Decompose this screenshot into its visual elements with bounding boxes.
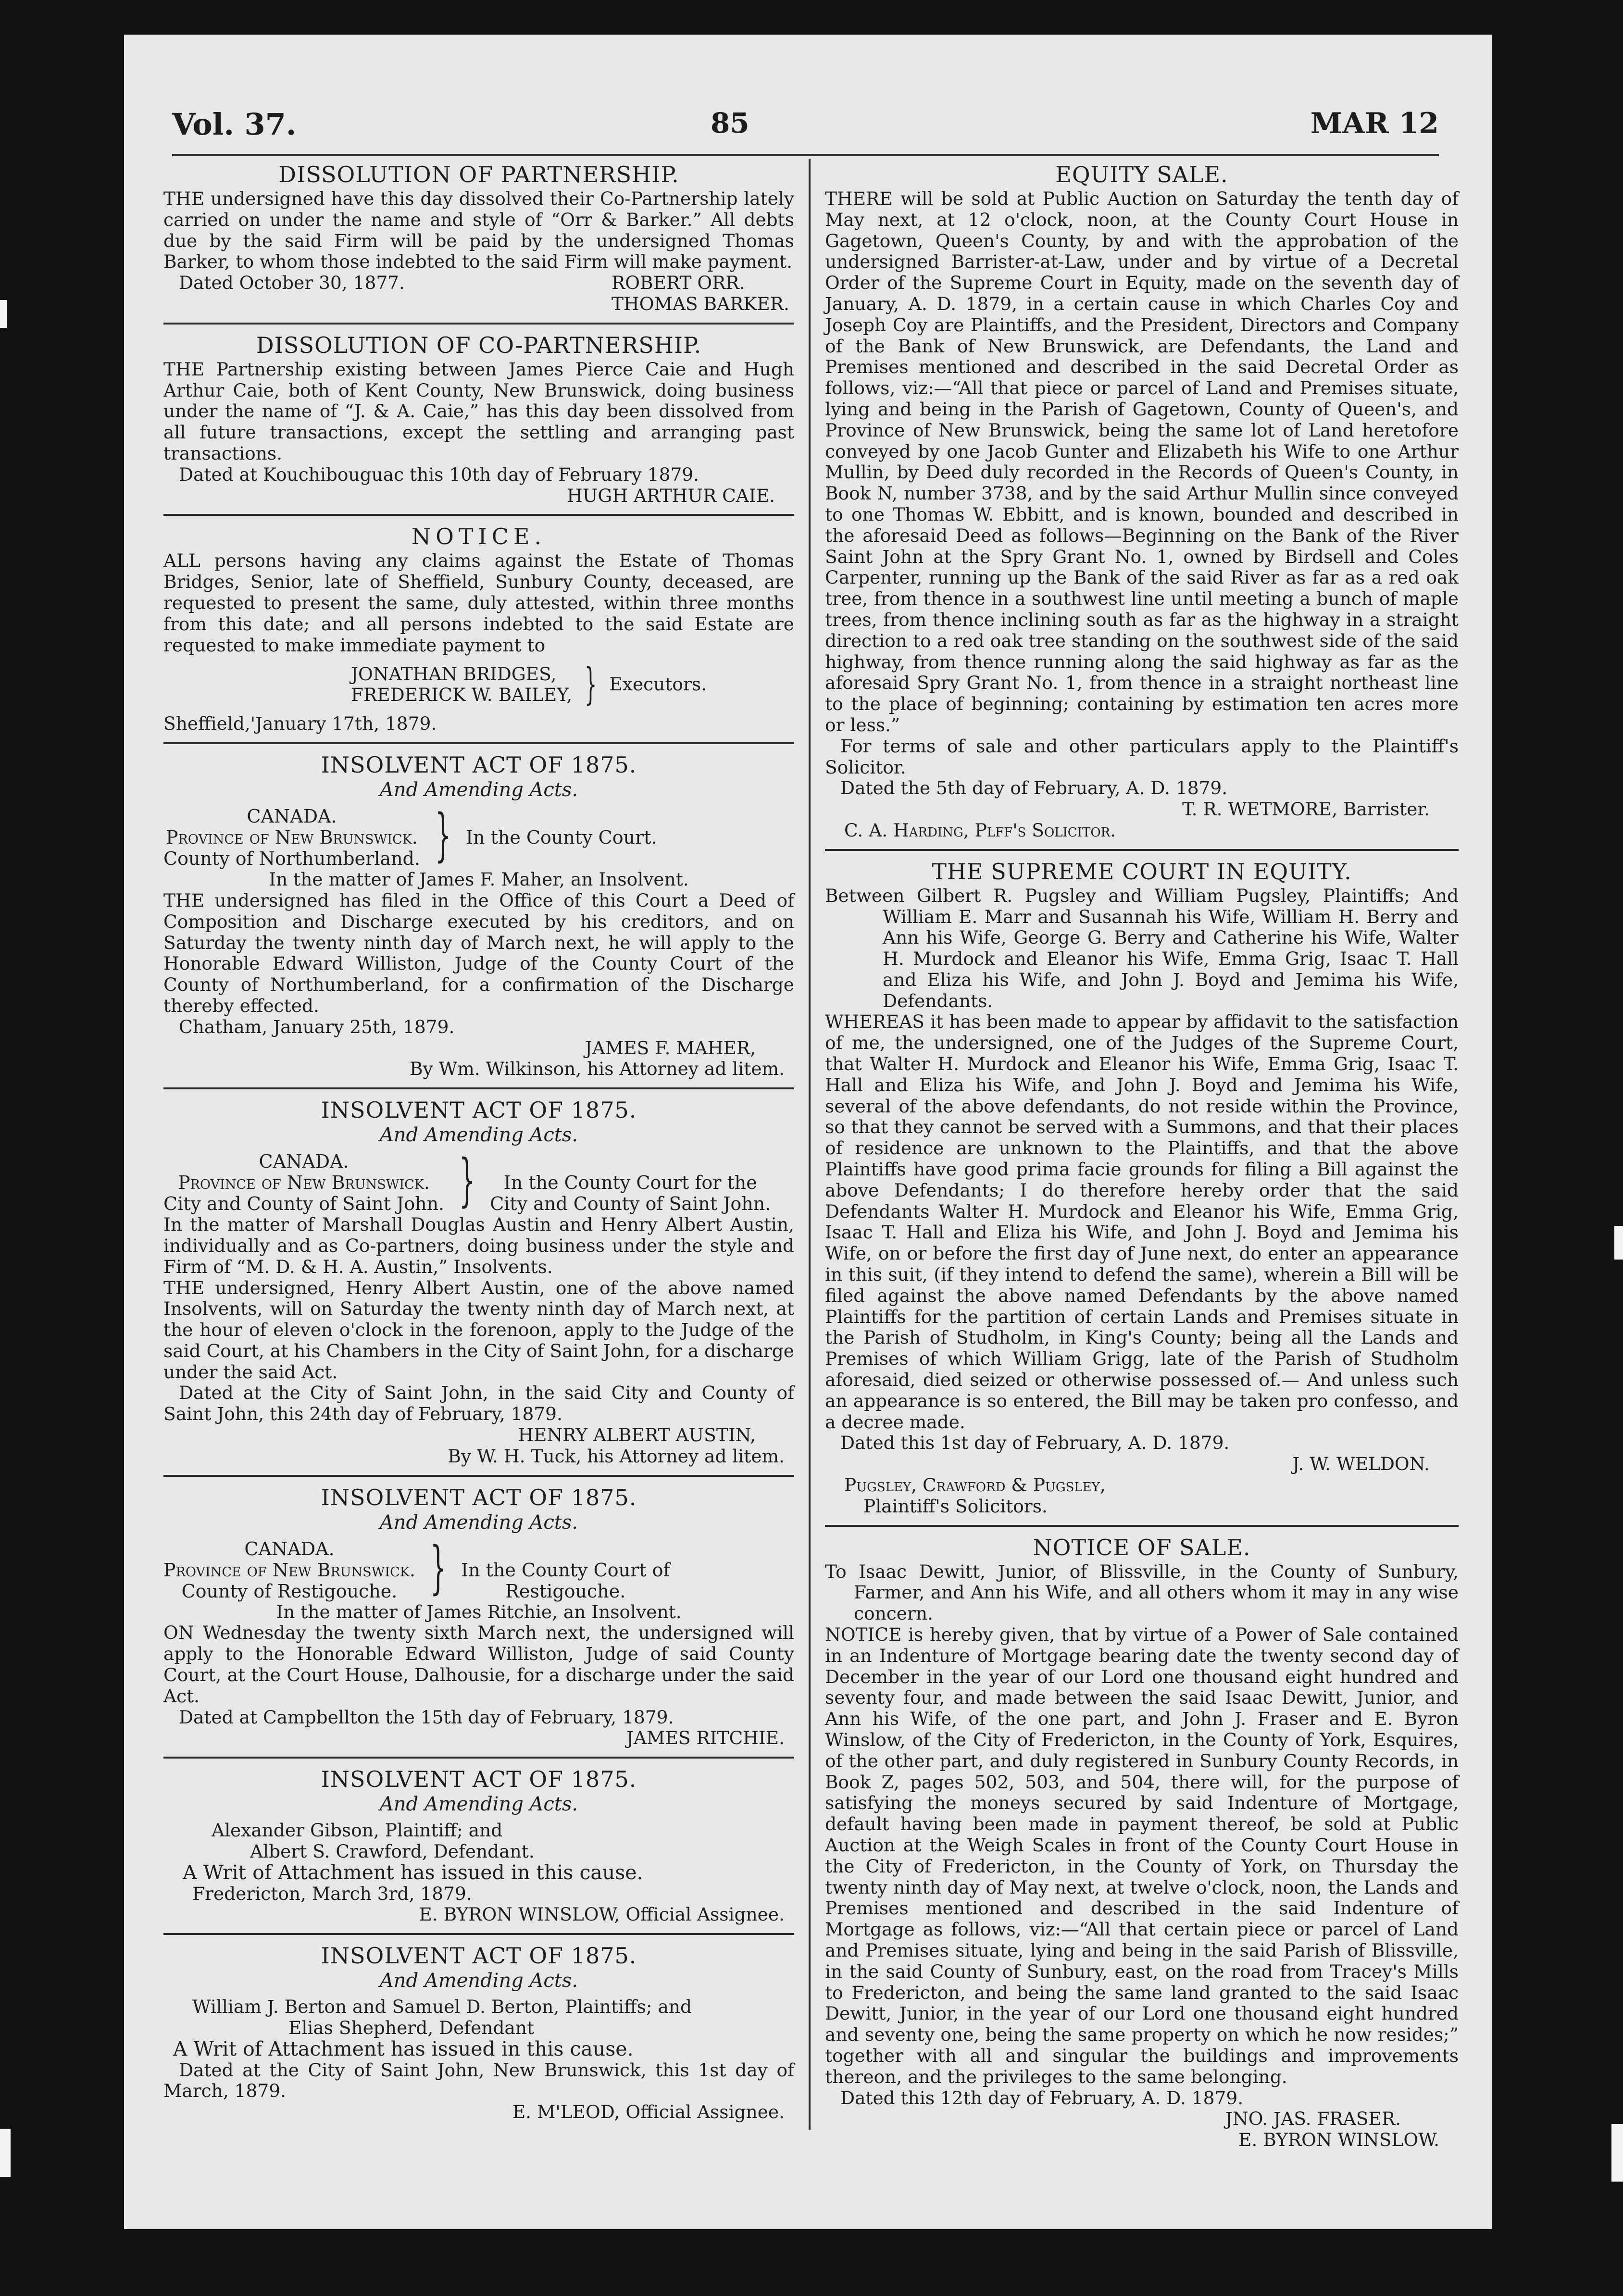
executors-label: Executors. — [609, 674, 707, 695]
scan-edge-mark — [0, 300, 7, 328]
notice-subtitle: And Amending Acts. — [379, 779, 578, 801]
notice-date: Dated this 1st day of February, A. D. 1879. — [840, 1432, 1230, 1454]
notice-body: WHEREAS it has been made to appear by affidavit to the satisfaction of me, the undersigned, one of the Judges of the Supreme Court, that Walter H. Murdock and Eleanor his Wife, Emma Grig, Isaac T. Hall and Eliza his Wife, and John J. Boyd and Jemima his Wife, several of the above defendants, do not reside within the Province, so that they cannot be served with a Summons, and that their places of residence are unknown to the Plaintiffs, and that the above Plaintiffs have good prima facie grounds for filing a Bill against the above Defendants; I do therefore hereby order that the said Defendants Walter H. Murdock and Eleanor his Wife, Emma Grig, Isaac T. Hall and Eliza his Wife, and John J. Boyd and Jemima his Wife, on or before the first day of June next, do enter an appearance in this suit, (if they intend to defend the same), wherein a Bill will be filed against the above named Defendants by the above named Plaintiffs for the partition of certain Lands and Premises situate in the Parish of Studholm, in King's County; being all the Lands and Premises of which William Grigg, late of the Parish of Studholm aforesaid, died seized or otherwise possessed of.— And unless such an appearance is so entered, the Bill may be taken pro confesso, and a decree made. — [825, 1011, 1459, 1433]
notice-subtitle: And Amending Acts. — [379, 1511, 578, 1534]
notice-title: NOTICE OF SALE. — [1033, 1534, 1251, 1560]
notice-title: INSOLVENT ACT OF 1875. — [321, 1097, 637, 1123]
signature-fraser: JNO. JAS. FRASER. — [1225, 2108, 1401, 2130]
notice-date: Fredericton, March 3rd, 1879. — [192, 1883, 472, 1904]
jurisdiction-canada: CANADA. — [244, 1538, 335, 1560]
signature-james-ritchie: JAMES RITCHIE. — [626, 1727, 785, 1749]
signature-official-assignee: E. BYRON WINSLOW, Official Assignee. — [419, 1904, 785, 1925]
court-name: In the County Court for the — [503, 1172, 757, 1194]
party-line: Albert S. Crawford, Defendant. — [250, 1841, 535, 1862]
jurisdiction-block — [163, 1147, 794, 1215]
signature-official-assignee: E. M'LEOD, Official Assignee. — [512, 2101, 785, 2123]
notice-date: Dated at Campbellton the 15th day of February, 1879. — [179, 1706, 674, 1728]
notice-title: NOTICE. — [411, 524, 547, 550]
notice-subtitle: And Amending Acts. — [379, 1124, 578, 1147]
brace-glyph: } — [459, 1147, 475, 1213]
executors-block — [163, 656, 794, 713]
court-name: City and County of Saint John. — [490, 1193, 771, 1215]
attorney-line: By W. H. Tuck, his Attorney ad litem. — [448, 1445, 785, 1467]
scan-edge-mark — [1611, 2124, 1623, 2182]
notice-insolvent-gibson-crawford — [163, 1757, 794, 1933]
notice-body: THE Partnership existing between James Pierce Caie and Hugh Arthur Caie, both of Kent County, New Brunswick, doing business under the name of “J. & A. Caie,” has this day been dissolved from all future transactions, except the settling and arranging past transactions. — [163, 358, 794, 464]
address-line: To Isaac Dewitt, Junior, of Blissville, in the County of Sunbury, Farmer, and Ann his Wife, and all others whom it may in any wise concern. — [825, 1560, 1459, 1624]
notice-title: INSOLVENT ACT OF 1875. — [321, 752, 637, 778]
writ-line: A Writ of Attachment has issued in this cause. — [173, 2037, 634, 2060]
executor-name: JONATHAN BRIDGES, — [351, 663, 557, 685]
notice-body: THE undersigned have this day dissolved their Co-Partnership lately carried on under the name and style of “Orr & Barker.” All debts due by the said Firm will be paid by the undersigned Thomas Barker, to whom those indebted to the said Firm will make payment. — [163, 188, 794, 273]
notice-of-sale — [825, 1525, 1459, 2159]
jurisdiction-province: Province of New Brunswick. — [165, 827, 418, 849]
notice-title: THE SUPREME COURT IN EQUITY. — [932, 858, 1352, 885]
notice-body: THE undersigned has filed in the Office of this Court a Deed of Composition and Discharge executed by his creditors, and on Saturday the twenty ninth day of March next, he will apply to the Honorable Edward Williston, Judge of the County Court of the County of Northumberland, for a confirmation of the Discharge thereby effected. — [163, 889, 794, 1016]
notice-body: THERE will be sold at Public Auction on Saturday the tenth day of May next, at 12 o'clock, noon, at the County Court House in Gagetown, Queen's County, by and with the approbation of the undersigned Barrister-at-Law, under and by virtue of a Decretal Order of the Supreme Court in Equity, made on the seventh day of January, A. D. 1879, in a certain cause in which Charles Coy and Joseph Coy are Plaintiffs, and the President, Directors and Company of the Bank of New Brunswick, are Defendants, the Land and Premises mentioned and described in the said Decretal Order as follows, viz:—“All that piece or parcel of Land and Premises situate, lying and being in the Parish of Gagetown, County of Queen's, and Province of New Brunswick, being the same lot of Land heretofore conveyed by one Jacob Gunter and Elizabeth his Wife to one Arthur Mullin, by Deed duly recorded in the Records of Queen's County, in Book N, number 3738, and by the said Arthur Mullin since conveyed to one Thomas W. Ebbitt, and is known, bounded and described in the aforesaid Deed as follows—Beginning on the Bank of the River Saint John at the Spry Grant No. 1, owned by Birdsell and Coles Carpenter, running up the Bank of the said River as far as a red oak tree, from thence in a southwest line until meeting a bunch of maple trees, from thence inclining south as far as the highway in a straight direction to a red oak tree standing on the southwest side of the said highway, from thence running along the said highway as far as the aforesaid Spry Grant No. 1, from thence in a straight northeast line to the place of beginning; containing by estimation ten acres more or less.” — [825, 188, 1459, 736]
notice-dissolution-of-co-partnership — [163, 323, 794, 514]
executor-name: FREDERICK W. BAILEY, — [351, 684, 573, 706]
notice-insolvent-austin — [163, 1087, 794, 1475]
notice-insolvent-maher — [163, 742, 794, 1087]
signature-winslow: E. BYRON WINSLOW. — [1238, 2129, 1439, 2151]
notice-body: NOTICE is hereby given, that by virtue of a Power of Sale contained in an Indenture of Mortgage bearing date the twenty second day of December in the year of our Lord one thousand eight hundred and seventy four, and made between the said Isaac Dewitt, Junior, and Ann his Wife, of the one part, and John J. Fraser and E. Byron Winslow, of the City of Fredericton, in the County of York, Esquires, of the other part, and duly registered in Sunbury County Records, in Book Z, pages 502, 503, and 504, there will, for the purpose of satisfying the moneys secured by said Indenture of Mortgage, default having been made in payment thereof, be sold at Public Auction at the Weigh Scales in front of the County Court House in the City of Fredericton, in the County of York, on Thursday the twenty ninth day of May next, at twelve o'clock, noon, the Lands and Premises mentioned and described in the said Indenture of Mortgage as follows, viz:—“All that certain piece or parcel of Land and Premises situate, lying and being in the said Parish of Blissville, in the said County of Sunbury, east, on the road from Tracey's Mills to Fredericton, and being the same land granted to the said Isaac Dewitt, Junior, in the year of our Lord one thousand eight hundred and seventy one, being the same property on which he now resides;” together with all and singular the buildings and improvements thereon, and the privileges to the same belonging. — [825, 1624, 1459, 2087]
party-line: Elias Shepherd, Defendant — [288, 2017, 535, 2039]
solicitors-line: Pugsley, Crawford & Pugsley, — [844, 1474, 1106, 1496]
party-line: Alexander Gibson, Plaintiff; and — [212, 1820, 503, 1841]
signature-james-maher: JAMES F. MAHER, — [585, 1037, 756, 1059]
header-rule — [172, 154, 1439, 156]
notice-dissolution-of-partnership — [163, 162, 794, 323]
jurisdiction-province: Province of New Brunswick. — [178, 1172, 430, 1194]
volume-number: Vol. 37. — [172, 107, 297, 142]
notice-supreme-court-in-equity — [825, 849, 1459, 1525]
right-column — [825, 161, 1459, 2159]
newspaper-page — [124, 35, 1492, 2229]
jurisdiction-block — [163, 801, 794, 870]
jurisdiction-block — [163, 1534, 794, 1602]
court-name: In the County Court of — [461, 1559, 670, 1581]
jurisdiction-county: County of Restigouche. — [181, 1580, 398, 1602]
scan-edge-mark — [1614, 1226, 1623, 1260]
notice-title: INSOLVENT ACT OF 1875. — [321, 1484, 637, 1510]
notice-date: Dated at the City of Saint John, New Brunswick, this 1st day of March, 1879. — [163, 2059, 794, 2102]
terms-line: For terms of sale and other particulars apply to the Plaintiff's Solicitor. — [825, 735, 1459, 778]
notice-title: DISSOLUTION OF PARTNERSHIP. — [278, 162, 679, 187]
brace-glyph: } — [435, 801, 451, 868]
signature-wetmore: T. R. WETMORE, Barrister. — [1182, 799, 1430, 820]
notice-body: ON Wednesday the twenty sixth March next, the undersigned will apply to the Honorable Edward Williston, Judge of said County Court, at the Court House, Dalhousie, for a discharge under the said Act. — [163, 1622, 794, 1707]
matter-line: In the matter of James F. Maher, an Insolvent. — [269, 869, 689, 890]
page-number: 85 — [711, 107, 749, 139]
notice-title: INSOLVENT ACT OF 1875. — [321, 1943, 637, 1969]
party-line: William J. Berton and Samuel D. Berton, Plaintiffs; and — [192, 1996, 692, 2018]
solicitor-line: C. A. Harding, Plff's Solicitor. — [844, 819, 1116, 841]
column-rule — [809, 159, 811, 2130]
jurisdiction-canada: CANADA. — [247, 806, 337, 827]
signature-robert-orr: ROBERT ORR. — [612, 272, 745, 294]
brace-glyph: } — [584, 659, 597, 710]
jurisdiction-county: City and County of Saint John. — [163, 1193, 445, 1215]
signature-henry-austin: HENRY ALBERT AUSTIN, — [518, 1424, 756, 1446]
notice-date: Dated at Kouchibouguac this 10th day of February 1879. — [179, 463, 699, 485]
jurisdiction-county: County of Northumberland. — [163, 848, 420, 870]
parties-line: Between Gilbert R. Pugsley and William Pugsley, Plaintiffs; And William E. Marr and Susannah his Wife, William H. Berry and Ann his Wife, George G. Berry and Catherine his Wife, Walter H. Murdock and Eleanor his Wife, Emma Grig, Isaac T. Hall and Eliza his Wife, and John J. Boyd and Jemima his Wife, Defendants. — [825, 885, 1459, 1011]
matter-line: In the matter of James Ritchie, an Insolvent. — [276, 1601, 682, 1622]
left-column — [163, 161, 794, 2131]
solicitors-line: Plaintiff's Solicitors. — [863, 1495, 1048, 1517]
signature-weldon: J. W. WELDON. — [1292, 1453, 1430, 1475]
jurisdiction-province: Province of New Brunswick. — [163, 1559, 415, 1581]
signature-thomas-barker: THOMAS BARKER. — [612, 293, 789, 314]
notice-equity-sale — [825, 162, 1459, 849]
notice-estate-thomas-bridges — [163, 514, 794, 742]
court-name: Restigouche. — [505, 1580, 626, 1602]
notice-body: THE undersigned, Henry Albert Austin, one of the above named Insolvents, will on Saturday the twenty ninth day of March next, at the hour of eleven o'clock in the forenoon, apply to the Judge of the said Court, at his Chambers in the City of Saint John, for a discharge under the said Act. — [163, 1277, 794, 1383]
notice-date: Dated this 12th day of February, A. D. 1879. — [840, 2087, 1244, 2109]
matter-line: In the matter of Marshall Douglas Austin and Henry Albert Austin, individually and as Co-partners, doing business under the style and Firm of “M. D. & H. A. Austin,” Insolvents. — [163, 1214, 794, 1277]
notice-date: Dated October 30, 1877. — [179, 272, 405, 294]
scan-edge-mark — [0, 2129, 11, 2177]
notice-title: EQUITY SALE. — [1055, 162, 1228, 187]
notice-title: INSOLVENT ACT OF 1875. — [321, 1766, 637, 1793]
notice-subtitle: And Amending Acts. — [379, 1793, 578, 1816]
notice-date: Chatham, January 25th, 1879. — [179, 1016, 455, 1037]
court-name: In the County Court. — [466, 827, 657, 849]
notice-insolvent-ritchie — [163, 1475, 794, 1757]
signature-hugh-arthur-caie: HUGH ARTHUR CAIE. — [567, 485, 775, 506]
notice-date: Dated at the City of Saint John, in the said City and County of Saint John, this 24th day of February, 1879. — [163, 1382, 794, 1425]
writ-line: A Writ of Attachment has issued in this cause. — [183, 1860, 643, 1884]
notice-insolvent-berton-shepherd — [163, 1933, 794, 2131]
notice-body: ALL persons having any claims against the Estate of Thomas Bridges, Senior, late of Sheffield, Sunbury County, deceased, are requested to present the same, duly attested, within three months from this date; and all persons indebted to the said Estate are requested to make immediate payment to — [163, 550, 794, 656]
notice-date: Sheffield,'January 17th, 1879. — [163, 713, 437, 735]
issue-date: MAR 12 — [1310, 107, 1439, 140]
notice-title: DISSOLUTION OF CO-PARTNERSHIP. — [256, 332, 702, 358]
signature-row — [163, 294, 794, 315]
notice-subtitle: And Amending Acts. — [379, 1970, 578, 1992]
jurisdiction-canada: CANADA. — [259, 1151, 349, 1173]
attorney-line: By Wm. Wilkinson, his Attorney ad litem. — [410, 1058, 785, 1080]
brace-glyph: } — [430, 1534, 447, 1600]
signature-row — [163, 273, 794, 294]
notice-date: Dated the 5th day of February, A. D. 1879. — [840, 777, 1228, 799]
